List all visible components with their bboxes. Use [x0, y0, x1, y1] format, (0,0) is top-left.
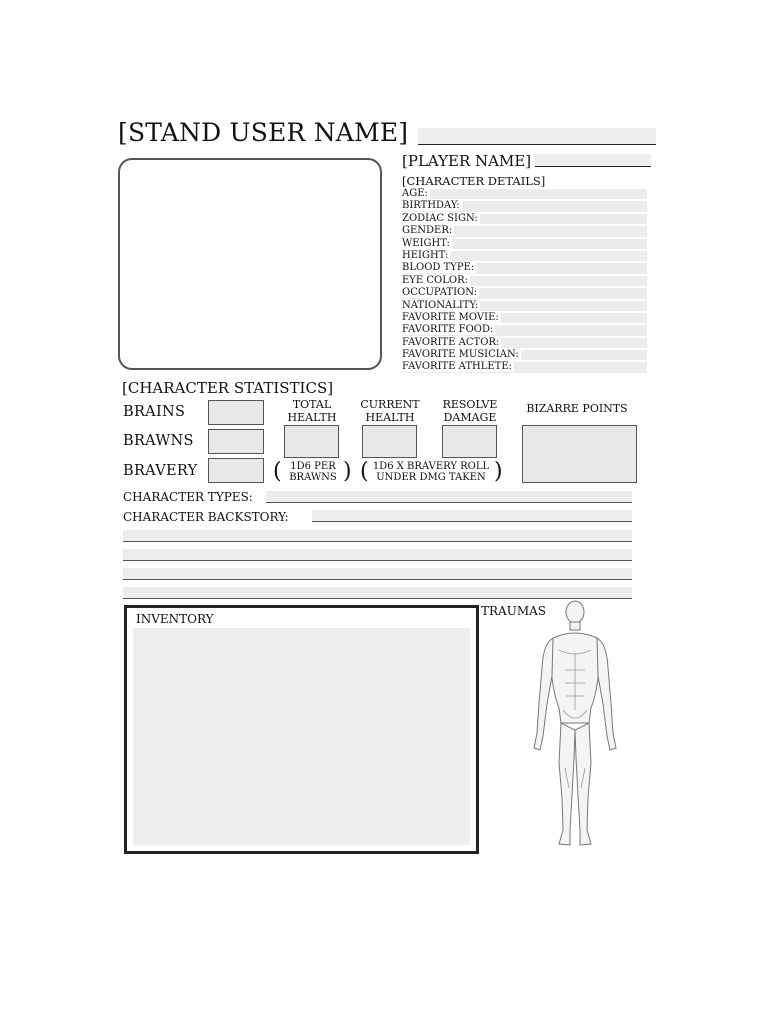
character-backstory-label: CHARACTER BACKSTORY:: [123, 510, 289, 524]
detail-favorite-movie[interactable]: FAVORITE MOVIE:: [402, 312, 647, 324]
player-name-label: [PLAYER NAME]: [402, 152, 532, 170]
bizarre-points-label: BIZARRE POINTS: [526, 402, 628, 415]
character-portrait-box[interactable]: [118, 158, 382, 370]
brawns-box[interactable]: [208, 429, 264, 454]
detail-favorite-musician[interactable]: FAVORITE MUSICIAN:: [402, 349, 647, 361]
stand-user-name-title: [STAND USER NAME]: [118, 118, 409, 147]
stand-user-name-field[interactable]: [418, 128, 656, 145]
inventory-box[interactable]: [124, 605, 479, 854]
inventory-title: INVENTORY: [136, 612, 214, 626]
detail-eye-color[interactable]: EYE COLOR:: [402, 275, 647, 287]
character-types-field[interactable]: [266, 491, 632, 503]
resolve-damage-box[interactable]: [442, 425, 497, 458]
current-health-label: CURRENT HEALTH: [360, 398, 420, 424]
character-types-label: CHARACTER TYPES:: [123, 490, 253, 504]
backstory-line-3[interactable]: [123, 549, 632, 561]
health-note-close-paren: ): [343, 459, 352, 484]
backstory-line-4[interactable]: [123, 568, 632, 580]
detail-height[interactable]: HEIGHT:: [402, 250, 647, 262]
bravery-box[interactable]: [208, 458, 264, 483]
bizarre-points-box[interactable]: [522, 425, 637, 483]
detail-favorite-athlete[interactable]: FAVORITE ATHLETE:: [402, 361, 647, 373]
detail-weight[interactable]: WEIGHT:: [402, 238, 647, 250]
brains-box[interactable]: [208, 400, 264, 425]
character-details-heading: [CHARACTER DETAILS]: [402, 174, 546, 188]
backstory-line-2[interactable]: [123, 530, 632, 542]
detail-birthday[interactable]: BIRTHDAY:: [402, 200, 647, 212]
bravery-label: BRAVERY: [123, 463, 198, 479]
detail-gender[interactable]: GENDER:: [402, 225, 647, 237]
resolve-note-close-paren: ): [494, 459, 503, 484]
brains-label: BRAINS: [123, 404, 186, 420]
inventory-area[interactable]: [133, 628, 470, 845]
detail-zodiac-sign[interactable]: ZODIAC SIGN:: [402, 213, 647, 225]
total-health-box[interactable]: [284, 425, 339, 458]
player-name-field[interactable]: [535, 154, 651, 167]
health-note-open-paren: (: [273, 459, 282, 484]
human-body-figure-icon: [525, 598, 625, 853]
current-health-box[interactable]: [362, 425, 417, 458]
detail-age[interactable]: AGE:: [402, 188, 647, 200]
total-health-label: TOTAL HEALTH: [287, 398, 337, 424]
resolve-damage-label: RESOLVE DAMAGE: [442, 398, 498, 424]
health-formula-note: 1D6 PER BRAWNS: [289, 461, 337, 483]
body-diagram[interactable]: [525, 598, 625, 853]
backstory-line-1[interactable]: [312, 510, 632, 522]
brawns-label: BRAWNS: [123, 433, 194, 449]
character-statistics-heading: [CHARACTER STATISTICS]: [122, 379, 334, 397]
detail-favorite-food[interactable]: FAVORITE FOOD:: [402, 324, 647, 336]
detail-blood-type[interactable]: BLOOD TYPE:: [402, 262, 647, 274]
detail-nationality[interactable]: NATIONALITY:: [402, 300, 647, 312]
resolve-formula-note: 1D6 X BRAVERY ROLL UNDER DMG TAKEN: [372, 461, 490, 483]
detail-favorite-actor[interactable]: FAVORITE ACTOR:: [402, 337, 647, 349]
resolve-note-open-paren: (: [360, 459, 369, 484]
detail-occupation[interactable]: OCCUPATION:: [402, 287, 647, 299]
character-details-list: [402, 188, 647, 374]
traumas-label: TRAUMAS: [481, 604, 546, 618]
